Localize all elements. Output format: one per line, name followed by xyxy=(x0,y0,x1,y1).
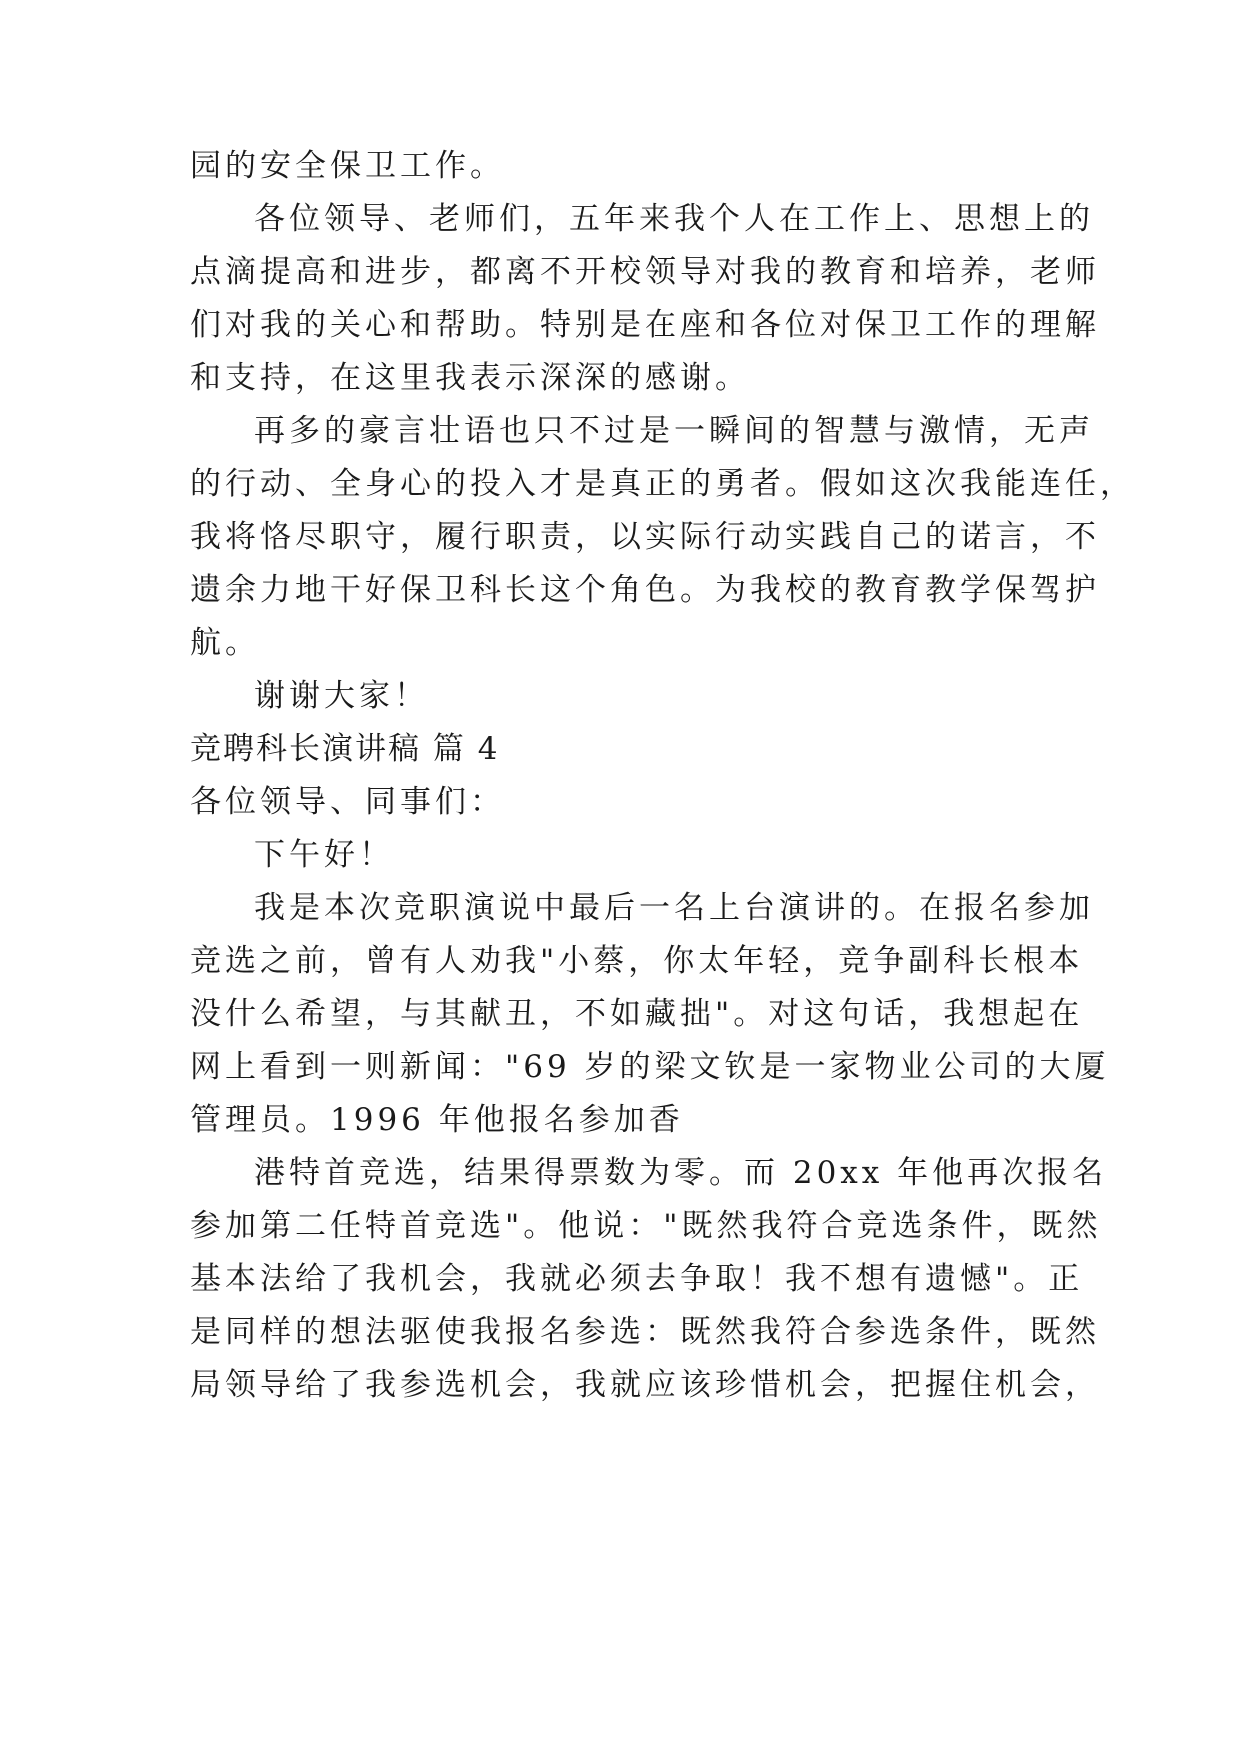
paragraph-line: 遗余力地干好保卫科长这个角色。为我校的教育教学保驾护 xyxy=(190,572,1100,608)
paragraph-line: 网上看到一则新闻："69 岁的梁文钦是一家物业公司的大厦 xyxy=(190,1049,1110,1085)
paragraph-line: 参加第二任特首竞选"。他说："既然我符合竞选条件，既然 xyxy=(190,1208,1102,1244)
paragraph-line: 我是本次竞职演说中最后一名上台演讲的。在报名参加 xyxy=(254,890,1094,926)
paragraph-line: 再多的豪言壮语也只不过是一瞬间的智慧与激情，无声 xyxy=(254,413,1094,449)
closing-line: 谢谢大家！ xyxy=(254,678,429,714)
paragraph-line: 们对我的关心和帮助。特别是在座和各位对保卫工作的理解 xyxy=(190,307,1100,343)
paragraph-line: 我将恪尽职守，履行职责，以实际行动实践自己的诺言，不 xyxy=(190,519,1100,555)
paragraph-line: 管理员。1996 年他报名参加香 xyxy=(190,1102,684,1138)
paragraph-line: 竞选之前，曾有人劝我"小蔡，你太年轻，竞争副科长根本 xyxy=(190,943,1084,979)
paragraph-line: 基本法给了我机会，我就必须去争取！我不想有遗憾"。正 xyxy=(190,1261,1084,1297)
paragraph-line: 各位领导、老师们，五年来我个人在工作上、思想上的 xyxy=(254,201,1094,237)
paragraph-line: 和支持，在这里我表示深深的感谢。 xyxy=(190,360,750,396)
paragraph-line: 是同样的想法驱使我报名参选：既然我符合参选条件，既然 xyxy=(190,1314,1100,1350)
section-heading: 竞聘科长演讲稿 篇 4 xyxy=(190,731,500,767)
paragraph-line: 航。 xyxy=(190,625,260,661)
paragraph-line: 港特首竞选，结果得票数为零。而 20xx 年他再次报名 xyxy=(254,1155,1108,1191)
paragraph-line: 的行动、全身心的投入才是真正的勇者。假如这次我能连任， xyxy=(190,466,1135,502)
greeting-line: 下午好！ xyxy=(254,837,394,873)
paragraph-line: 局领导给了我参选机会，我就应该珍惜机会，把握住机会， xyxy=(190,1367,1100,1403)
paragraph-line: 点滴提高和进步，都离不开校领导对我的教育和培养，老师 xyxy=(190,254,1100,290)
paragraph-line: 园的安全保卫工作。 xyxy=(190,148,505,184)
salutation: 各位领导、同事们： xyxy=(190,784,505,820)
paragraph-line: 没什么希望，与其献丑，不如藏拙"。对这句话，我想起在 xyxy=(190,996,1084,1032)
